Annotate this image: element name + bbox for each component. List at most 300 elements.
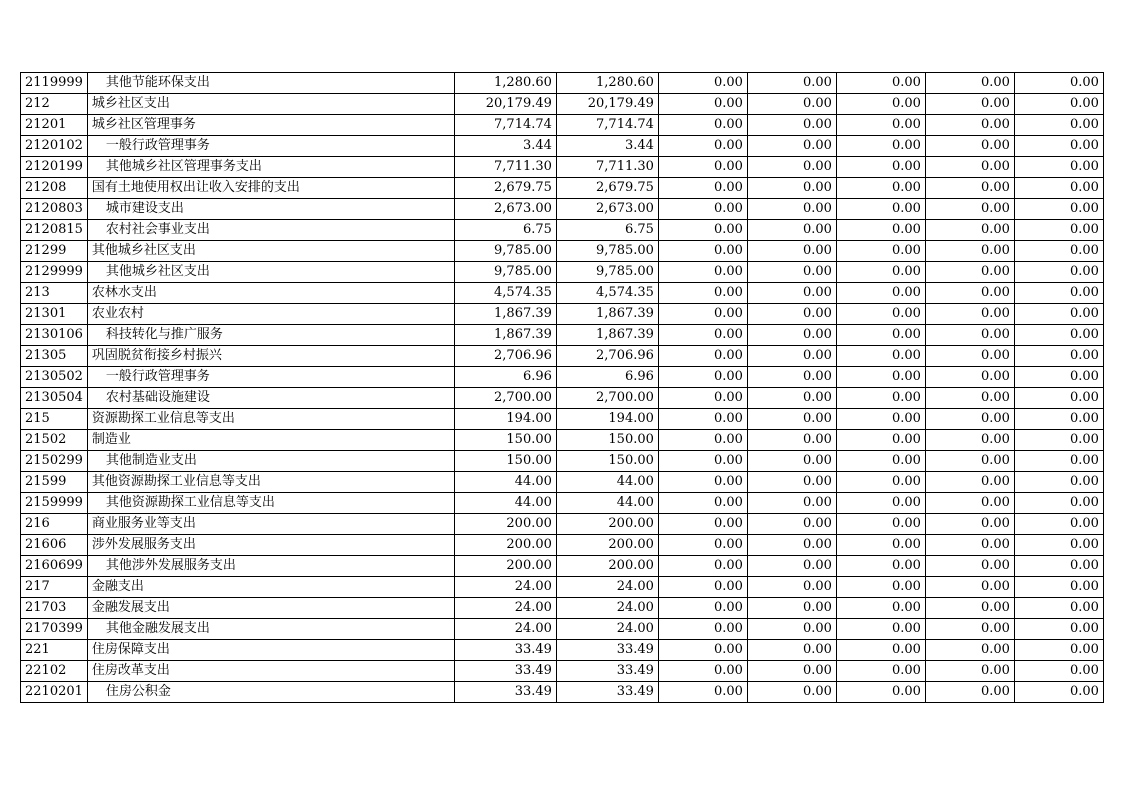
amount-cell: 9,785.00 — [454, 262, 556, 283]
amount-cell: 0.00 — [925, 661, 1014, 682]
amount-cell: 0.00 — [658, 73, 747, 94]
amount-cell: 0.00 — [1014, 283, 1103, 304]
amount-cell: 6.96 — [454, 367, 556, 388]
amount-cell: 0.00 — [747, 598, 836, 619]
subject-name-cell: 其他涉外发展服务支出 — [87, 556, 454, 577]
subject-code-cell: 21502 — [21, 430, 88, 451]
amount-cell: 0.00 — [836, 472, 925, 493]
amount-cell: 0.00 — [658, 325, 747, 346]
amount-cell: 200.00 — [454, 535, 556, 556]
amount-cell: 0.00 — [836, 493, 925, 514]
amount-cell: 0.00 — [658, 262, 747, 283]
amount-cell: 0.00 — [925, 199, 1014, 220]
amount-cell: 0.00 — [836, 514, 925, 535]
subject-code-cell: 2210201 — [21, 682, 88, 703]
amount-cell: 0.00 — [836, 535, 925, 556]
subject-name-cell: 住房保障支出 — [87, 640, 454, 661]
table-row — [21, 598, 1104, 619]
amount-cell: 0.00 — [658, 577, 747, 598]
subject-code-cell: 21305 — [21, 346, 88, 367]
subject-code-cell: 2120102 — [21, 136, 88, 157]
subject-code-cell: 21703 — [21, 598, 88, 619]
table-row — [21, 304, 1104, 325]
amount-cell: 0.00 — [925, 94, 1014, 115]
subject-name-cell: 金融支出 — [87, 577, 454, 598]
amount-cell: 0.00 — [747, 199, 836, 220]
table-row — [21, 472, 1104, 493]
amount-cell: 0.00 — [925, 556, 1014, 577]
amount-cell: 0.00 — [658, 514, 747, 535]
subject-name-cell: 国有土地使用权出让收入安排的支出 — [87, 178, 454, 199]
table-row — [21, 367, 1104, 388]
amount-cell: 0.00 — [1014, 682, 1103, 703]
table-row — [21, 451, 1104, 472]
amount-cell: 0.00 — [1014, 409, 1103, 430]
amount-cell: 0.00 — [836, 262, 925, 283]
amount-cell: 0.00 — [1014, 514, 1103, 535]
table-row — [21, 682, 1104, 703]
subject-code-cell: 2150299 — [21, 451, 88, 472]
amount-cell: 0.00 — [925, 598, 1014, 619]
amount-cell: 2,700.00 — [454, 388, 556, 409]
amount-cell: 0.00 — [747, 514, 836, 535]
subject-code-cell: 2120199 — [21, 157, 88, 178]
amount-cell: 0.00 — [1014, 493, 1103, 514]
amount-cell: 0.00 — [747, 388, 836, 409]
amount-cell: 0.00 — [925, 220, 1014, 241]
amount-cell: 0.00 — [925, 682, 1014, 703]
table-row — [21, 220, 1104, 241]
amount-cell: 0.00 — [1014, 535, 1103, 556]
amount-cell: 0.00 — [1014, 157, 1103, 178]
amount-cell: 2,673.00 — [454, 199, 556, 220]
amount-cell: 0.00 — [836, 619, 925, 640]
subject-name-cell: 其他城乡社区支出 — [87, 241, 454, 262]
table-row — [21, 136, 1104, 157]
amount-cell: 0.00 — [836, 388, 925, 409]
table-row — [21, 409, 1104, 430]
amount-cell: 0.00 — [1014, 241, 1103, 262]
amount-cell: 24.00 — [556, 619, 658, 640]
amount-cell: 0.00 — [658, 115, 747, 136]
amount-cell: 0.00 — [1014, 178, 1103, 199]
table-row — [21, 94, 1104, 115]
amount-cell: 0.00 — [836, 661, 925, 682]
subject-code-cell: 217 — [21, 577, 88, 598]
amount-cell: 0.00 — [925, 346, 1014, 367]
amount-cell: 0.00 — [747, 451, 836, 472]
subject-code-cell: 2159999 — [21, 493, 88, 514]
amount-cell: 0.00 — [836, 577, 925, 598]
subject-code-cell: 21599 — [21, 472, 88, 493]
subject-name-cell: 商业服务业等支出 — [87, 514, 454, 535]
amount-cell: 0.00 — [1014, 304, 1103, 325]
subject-code-cell: 2120803 — [21, 199, 88, 220]
amount-cell: 194.00 — [556, 409, 658, 430]
amount-cell: 0.00 — [836, 367, 925, 388]
amount-cell: 0.00 — [747, 430, 836, 451]
amount-cell: 33.49 — [556, 661, 658, 682]
table-row — [21, 577, 1104, 598]
table-row — [21, 430, 1104, 451]
amount-cell: 150.00 — [556, 451, 658, 472]
amount-cell: 7,711.30 — [454, 157, 556, 178]
amount-cell: 0.00 — [658, 199, 747, 220]
amount-cell: 0.00 — [1014, 262, 1103, 283]
amount-cell: 0.00 — [925, 136, 1014, 157]
amount-cell: 0.00 — [658, 178, 747, 199]
subject-name-cell: 其他城乡社区支出 — [87, 262, 454, 283]
amount-cell: 2,679.75 — [454, 178, 556, 199]
amount-cell: 0.00 — [747, 577, 836, 598]
subject-name-cell: 其他资源勘探工业信息等支出 — [87, 472, 454, 493]
subject-name-cell: 农业农村 — [87, 304, 454, 325]
table-row — [21, 640, 1104, 661]
amount-cell: 0.00 — [658, 430, 747, 451]
amount-cell: 0.00 — [925, 304, 1014, 325]
amount-cell: 0.00 — [836, 640, 925, 661]
amount-cell: 33.49 — [454, 682, 556, 703]
subject-name-cell: 农林水支出 — [87, 283, 454, 304]
table-row — [21, 346, 1104, 367]
subject-name-cell: 科技转化与推广服务 — [87, 325, 454, 346]
subject-code-cell: 2130504 — [21, 388, 88, 409]
amount-cell: 0.00 — [836, 346, 925, 367]
subject-code-cell: 212 — [21, 94, 88, 115]
amount-cell: 3.44 — [454, 136, 556, 157]
table-row — [21, 325, 1104, 346]
amount-cell: 9,785.00 — [556, 241, 658, 262]
amount-cell: 0.00 — [658, 451, 747, 472]
amount-cell: 0.00 — [925, 388, 1014, 409]
amount-cell: 0.00 — [747, 346, 836, 367]
amount-cell: 0.00 — [747, 325, 836, 346]
amount-cell: 200.00 — [454, 556, 556, 577]
amount-cell: 0.00 — [747, 73, 836, 94]
amount-cell: 0.00 — [836, 283, 925, 304]
subject-name-cell: 城乡社区支出 — [87, 94, 454, 115]
amount-cell: 0.00 — [1014, 451, 1103, 472]
amount-cell: 20,179.49 — [454, 94, 556, 115]
amount-cell: 7,711.30 — [556, 157, 658, 178]
amount-cell: 0.00 — [836, 136, 925, 157]
amount-cell: 9,785.00 — [454, 241, 556, 262]
subject-name-cell: 其他节能环保支出 — [87, 73, 454, 94]
amount-cell: 0.00 — [1014, 367, 1103, 388]
subject-code-cell: 21606 — [21, 535, 88, 556]
amount-cell: 0.00 — [836, 157, 925, 178]
subject-name-cell: 农村社会事业支出 — [87, 220, 454, 241]
amount-cell: 44.00 — [454, 472, 556, 493]
amount-cell: 200.00 — [454, 514, 556, 535]
subject-code-cell: 221 — [21, 640, 88, 661]
subject-name-cell: 其他金融发展支出 — [87, 619, 454, 640]
table-row — [21, 514, 1104, 535]
amount-cell: 0.00 — [925, 619, 1014, 640]
subject-code-cell: 21208 — [21, 178, 88, 199]
amount-cell: 2,706.96 — [454, 346, 556, 367]
amount-cell: 0.00 — [925, 115, 1014, 136]
amount-cell: 0.00 — [1014, 115, 1103, 136]
amount-cell: 0.00 — [1014, 220, 1103, 241]
amount-cell: 0.00 — [1014, 388, 1103, 409]
subject-name-cell: 一般行政管理事务 — [87, 136, 454, 157]
amount-cell: 0.00 — [747, 304, 836, 325]
amount-cell: 33.49 — [556, 640, 658, 661]
amount-cell: 0.00 — [1014, 472, 1103, 493]
amount-cell: 0.00 — [836, 199, 925, 220]
amount-cell: 0.00 — [836, 556, 925, 577]
amount-cell: 0.00 — [925, 178, 1014, 199]
amount-cell: 7,714.74 — [454, 115, 556, 136]
amount-cell: 194.00 — [454, 409, 556, 430]
subject-code-cell: 22102 — [21, 661, 88, 682]
amount-cell: 0.00 — [658, 640, 747, 661]
amount-cell: 24.00 — [556, 598, 658, 619]
amount-cell: 0.00 — [925, 73, 1014, 94]
amount-cell: 0.00 — [747, 640, 836, 661]
amount-cell: 150.00 — [556, 430, 658, 451]
amount-cell: 0.00 — [925, 262, 1014, 283]
subject-code-cell: 2170399 — [21, 619, 88, 640]
amount-cell: 0.00 — [925, 283, 1014, 304]
amount-cell: 0.00 — [836, 241, 925, 262]
amount-cell: 0.00 — [1014, 598, 1103, 619]
amount-cell: 0.00 — [658, 682, 747, 703]
amount-cell: 0.00 — [925, 640, 1014, 661]
amount-cell: 0.00 — [1014, 346, 1103, 367]
amount-cell: 0.00 — [747, 283, 836, 304]
subject-name-cell: 其他资源勘探工业信息等支出 — [87, 493, 454, 514]
table-row — [21, 157, 1104, 178]
amount-cell: 0.00 — [658, 409, 747, 430]
amount-cell: 0.00 — [658, 241, 747, 262]
amount-cell: 0.00 — [925, 430, 1014, 451]
amount-cell: 0.00 — [747, 241, 836, 262]
amount-cell: 0.00 — [658, 556, 747, 577]
amount-cell: 0.00 — [747, 115, 836, 136]
amount-cell: 0.00 — [925, 241, 1014, 262]
amount-cell: 0.00 — [1014, 325, 1103, 346]
amount-cell: 0.00 — [1014, 661, 1103, 682]
amount-cell: 0.00 — [836, 430, 925, 451]
amount-cell: 0.00 — [925, 493, 1014, 514]
amount-cell: 0.00 — [1014, 136, 1103, 157]
amount-cell: 0.00 — [658, 535, 747, 556]
amount-cell: 2,700.00 — [556, 388, 658, 409]
amount-cell: 0.00 — [1014, 430, 1103, 451]
subject-name-cell: 其他城乡社区管理事务支出 — [87, 157, 454, 178]
amount-cell: 0.00 — [747, 367, 836, 388]
amount-cell: 2,706.96 — [556, 346, 658, 367]
amount-cell: 20,179.49 — [556, 94, 658, 115]
amount-cell: 0.00 — [925, 367, 1014, 388]
amount-cell: 2,673.00 — [556, 199, 658, 220]
amount-cell: 0.00 — [747, 472, 836, 493]
amount-cell: 0.00 — [836, 73, 925, 94]
subject-code-cell: 2119999 — [21, 73, 88, 94]
amount-cell: 0.00 — [658, 493, 747, 514]
amount-cell: 0.00 — [1014, 73, 1103, 94]
subject-code-cell: 2120815 — [21, 220, 88, 241]
amount-cell: 0.00 — [658, 283, 747, 304]
amount-cell: 0.00 — [747, 178, 836, 199]
table-row — [21, 535, 1104, 556]
amount-cell: 0.00 — [658, 598, 747, 619]
amount-cell: 33.49 — [454, 640, 556, 661]
amount-cell: 0.00 — [925, 409, 1014, 430]
amount-cell: 0.00 — [925, 472, 1014, 493]
table-row — [21, 262, 1104, 283]
budget-table — [20, 72, 1104, 703]
subject-code-cell: 2130502 — [21, 367, 88, 388]
amount-cell: 3.44 — [556, 136, 658, 157]
amount-cell: 0.00 — [925, 577, 1014, 598]
amount-cell: 24.00 — [454, 577, 556, 598]
table-row — [21, 199, 1104, 220]
amount-cell: 24.00 — [454, 598, 556, 619]
amount-cell: 24.00 — [556, 577, 658, 598]
subject-name-cell: 其他制造业支出 — [87, 451, 454, 472]
amount-cell: 150.00 — [454, 451, 556, 472]
amount-cell: 33.49 — [556, 682, 658, 703]
table-row — [21, 115, 1104, 136]
subject-name-cell: 住房改革支出 — [87, 661, 454, 682]
subject-code-cell: 21201 — [21, 115, 88, 136]
amount-cell: 0.00 — [747, 262, 836, 283]
amount-cell: 0.00 — [836, 304, 925, 325]
amount-cell: 6.75 — [454, 220, 556, 241]
amount-cell: 0.00 — [925, 325, 1014, 346]
subject-name-cell: 资源勘探工业信息等支出 — [87, 409, 454, 430]
subject-code-cell: 2160699 — [21, 556, 88, 577]
amount-cell: 0.00 — [658, 94, 747, 115]
subject-code-cell: 21299 — [21, 241, 88, 262]
amount-cell: 0.00 — [658, 472, 747, 493]
amount-cell: 0.00 — [836, 94, 925, 115]
amount-cell: 0.00 — [747, 556, 836, 577]
amount-cell: 0.00 — [658, 136, 747, 157]
amount-cell: 0.00 — [1014, 577, 1103, 598]
amount-cell: 0.00 — [836, 451, 925, 472]
amount-cell: 7,714.74 — [556, 115, 658, 136]
amount-cell: 0.00 — [747, 619, 836, 640]
subject-name-cell: 城乡社区管理事务 — [87, 115, 454, 136]
amount-cell: 0.00 — [747, 493, 836, 514]
amount-cell: 0.00 — [658, 157, 747, 178]
amount-cell: 0.00 — [1014, 619, 1103, 640]
subject-name-cell: 住房公积金 — [87, 682, 454, 703]
subject-code-cell: 2129999 — [21, 262, 88, 283]
subject-code-cell: 213 — [21, 283, 88, 304]
amount-cell: 9,785.00 — [556, 262, 658, 283]
amount-cell: 0.00 — [658, 388, 747, 409]
amount-cell: 44.00 — [454, 493, 556, 514]
amount-cell: 6.75 — [556, 220, 658, 241]
amount-cell: 0.00 — [836, 220, 925, 241]
amount-cell: 0.00 — [658, 346, 747, 367]
subject-name-cell: 制造业 — [87, 430, 454, 451]
amount-cell: 0.00 — [658, 661, 747, 682]
subject-code-cell: 215 — [21, 409, 88, 430]
amount-cell: 0.00 — [658, 619, 747, 640]
amount-cell: 0.00 — [925, 514, 1014, 535]
amount-cell: 1,280.60 — [454, 73, 556, 94]
subject-name-cell: 巩固脱贫衔接乡村振兴 — [87, 346, 454, 367]
amount-cell: 1,867.39 — [454, 325, 556, 346]
table-row — [21, 73, 1104, 94]
amount-cell: 24.00 — [454, 619, 556, 640]
subject-name-cell: 城市建设支出 — [87, 199, 454, 220]
table-row — [21, 493, 1104, 514]
amount-cell: 1,867.39 — [556, 325, 658, 346]
subject-code-cell: 2130106 — [21, 325, 88, 346]
amount-cell: 0.00 — [1014, 556, 1103, 577]
amount-cell: 0.00 — [836, 598, 925, 619]
amount-cell: 2,679.75 — [556, 178, 658, 199]
amount-cell: 0.00 — [1014, 94, 1103, 115]
amount-cell: 1,280.60 — [556, 73, 658, 94]
amount-cell: 4,574.35 — [454, 283, 556, 304]
amount-cell: 0.00 — [747, 157, 836, 178]
amount-cell: 150.00 — [454, 430, 556, 451]
amount-cell: 0.00 — [658, 304, 747, 325]
amount-cell: 0.00 — [836, 178, 925, 199]
amount-cell: 200.00 — [556, 556, 658, 577]
amount-cell: 0.00 — [658, 367, 747, 388]
amount-cell: 6.96 — [556, 367, 658, 388]
amount-cell: 33.49 — [454, 661, 556, 682]
subject-name-cell: 金融发展支出 — [87, 598, 454, 619]
subject-code-cell: 21301 — [21, 304, 88, 325]
subject-name-cell: 一般行政管理事务 — [87, 367, 454, 388]
amount-cell: 44.00 — [556, 493, 658, 514]
table-body — [21, 73, 1104, 703]
amount-cell: 0.00 — [747, 220, 836, 241]
subject-name-cell: 涉外发展服务支出 — [87, 535, 454, 556]
amount-cell: 0.00 — [836, 115, 925, 136]
table-row — [21, 178, 1104, 199]
amount-cell: 0.00 — [836, 682, 925, 703]
amount-cell: 0.00 — [747, 535, 836, 556]
table-row — [21, 556, 1104, 577]
amount-cell: 0.00 — [836, 409, 925, 430]
amount-cell: 0.00 — [747, 661, 836, 682]
amount-cell: 200.00 — [556, 535, 658, 556]
amount-cell: 0.00 — [747, 409, 836, 430]
subject-code-cell: 216 — [21, 514, 88, 535]
table-row — [21, 388, 1104, 409]
amount-cell: 0.00 — [747, 136, 836, 157]
amount-cell: 0.00 — [747, 94, 836, 115]
amount-cell: 0.00 — [1014, 640, 1103, 661]
table-row — [21, 283, 1104, 304]
amount-cell: 44.00 — [556, 472, 658, 493]
amount-cell: 0.00 — [747, 682, 836, 703]
amount-cell: 0.00 — [1014, 199, 1103, 220]
amount-cell: 4,574.35 — [556, 283, 658, 304]
amount-cell: 0.00 — [925, 451, 1014, 472]
amount-cell: 0.00 — [925, 157, 1014, 178]
subject-name-cell: 农村基础设施建设 — [87, 388, 454, 409]
amount-cell: 1,867.39 — [556, 304, 658, 325]
table-row — [21, 661, 1104, 682]
table-row — [21, 619, 1104, 640]
amount-cell: 0.00 — [836, 325, 925, 346]
table-row — [21, 241, 1104, 262]
amount-cell: 0.00 — [658, 220, 747, 241]
amount-cell: 0.00 — [925, 535, 1014, 556]
